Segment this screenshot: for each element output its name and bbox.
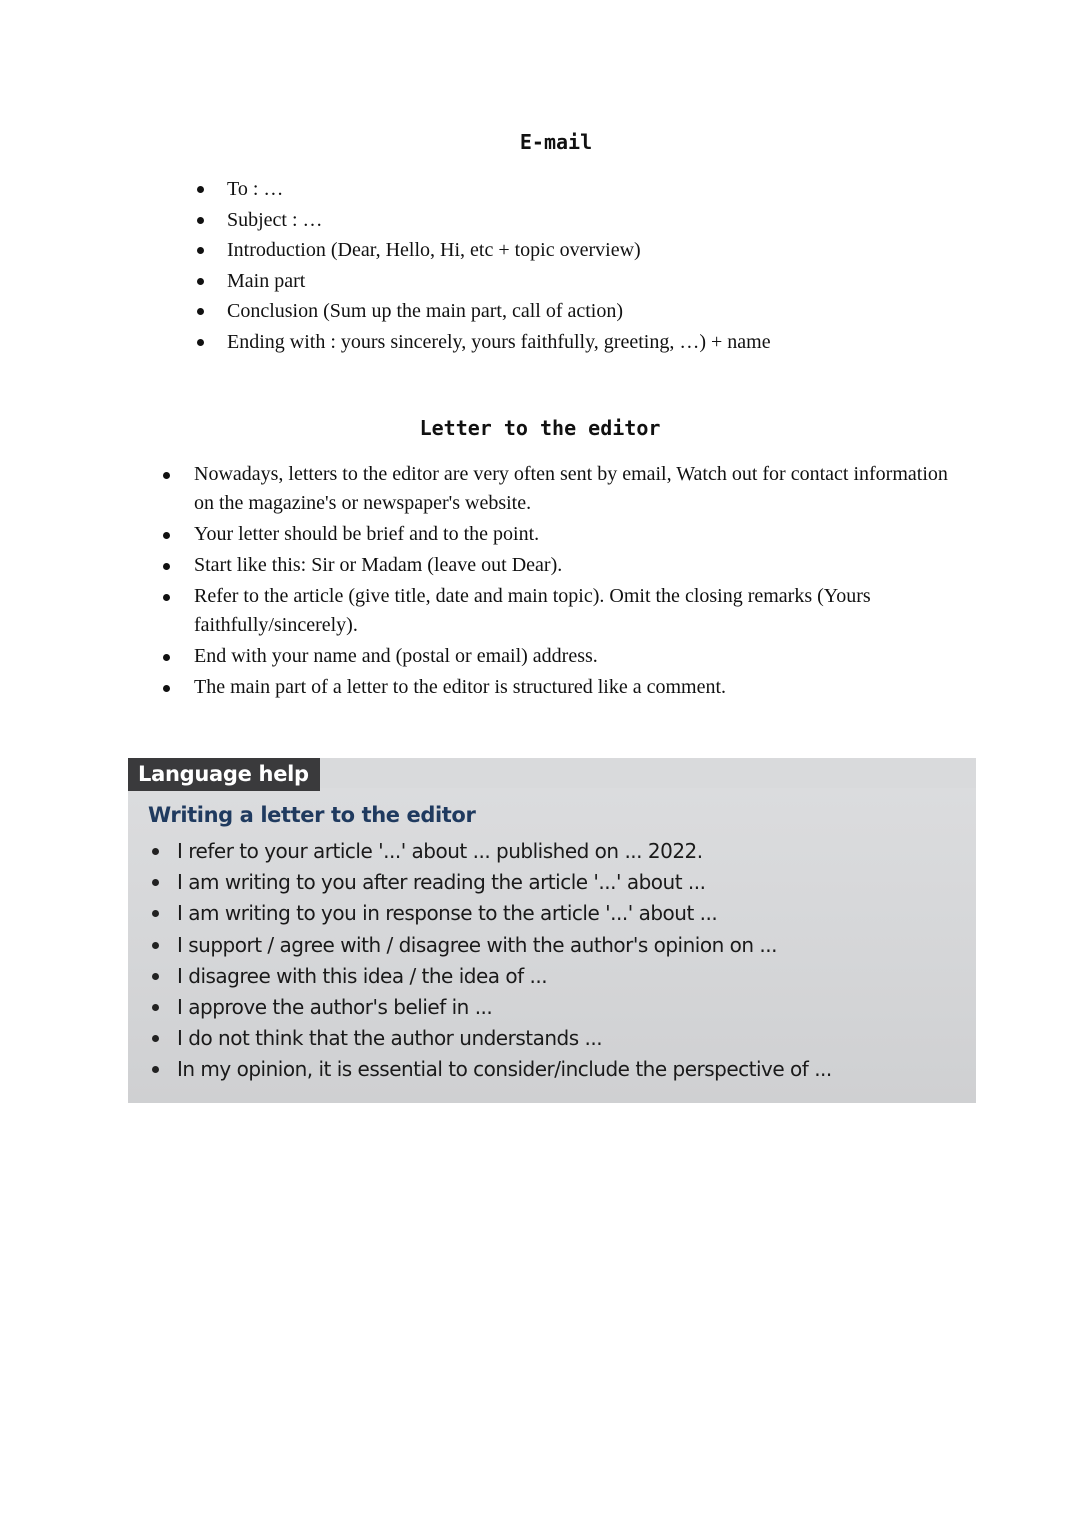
email-structure-list [227,174,907,358]
list-item: In my opinion, it is essential to consider/include the perspective of ... [177,1054,957,1085]
list-item: I disagree with this idea / the idea of ... [177,961,957,992]
list-item: Ending with : yours sincerely, yours faithfully, greeting, …) + name [227,327,907,358]
list-item: End with your name and (postal or email) address. [194,642,954,671]
list-item: Introduction (Dear, Hello, Hi, etc + topic overview) [227,235,907,266]
list-item: Start like this: Sir or Madam (leave out Dear). [194,551,954,580]
list-item: I refer to your article '...' about ... published on ... 2022. [177,836,957,867]
list-item: Refer to the article (give title, date and main topic). Omit the closing remarks (Yours faithfully/sincerely). [194,582,954,640]
letter-section-title: Letter to the editor [419,416,661,440]
list-item: Conclusion (Sum up the main part, call of action) [227,296,907,327]
letter-guidelines-list [194,460,954,704]
list-item: I support / agree with / disagree with the author's opinion on ... [177,930,957,961]
language-help-box [128,758,976,1103]
list-item: Main part [227,266,907,297]
language-help-subtitle: Writing a letter to the editor [148,803,476,827]
list-item: I am writing to you after reading the article '...' about ... [177,867,957,898]
list-item: Your letter should be brief and to the point. [194,520,954,549]
list-item: Nowadays, letters to the editor are very often sent by email, Watch out for contact information on the magazine's or newspaper's website. [194,460,954,518]
list-item: I do not think that the author understands ... [177,1023,957,1054]
list-item: Subject : … [227,205,907,236]
language-help-phrases-list [177,836,957,1086]
email-section-title: E-mail [519,130,593,154]
list-item: To : … [227,174,907,205]
list-item: The main part of a letter to the editor is structured like a comment. [194,673,954,702]
language-help-label: Language help [128,758,320,791]
list-item: I am writing to you in response to the article '...' about ... [177,898,957,929]
list-item: I approve the author's belief in ... [177,992,957,1023]
